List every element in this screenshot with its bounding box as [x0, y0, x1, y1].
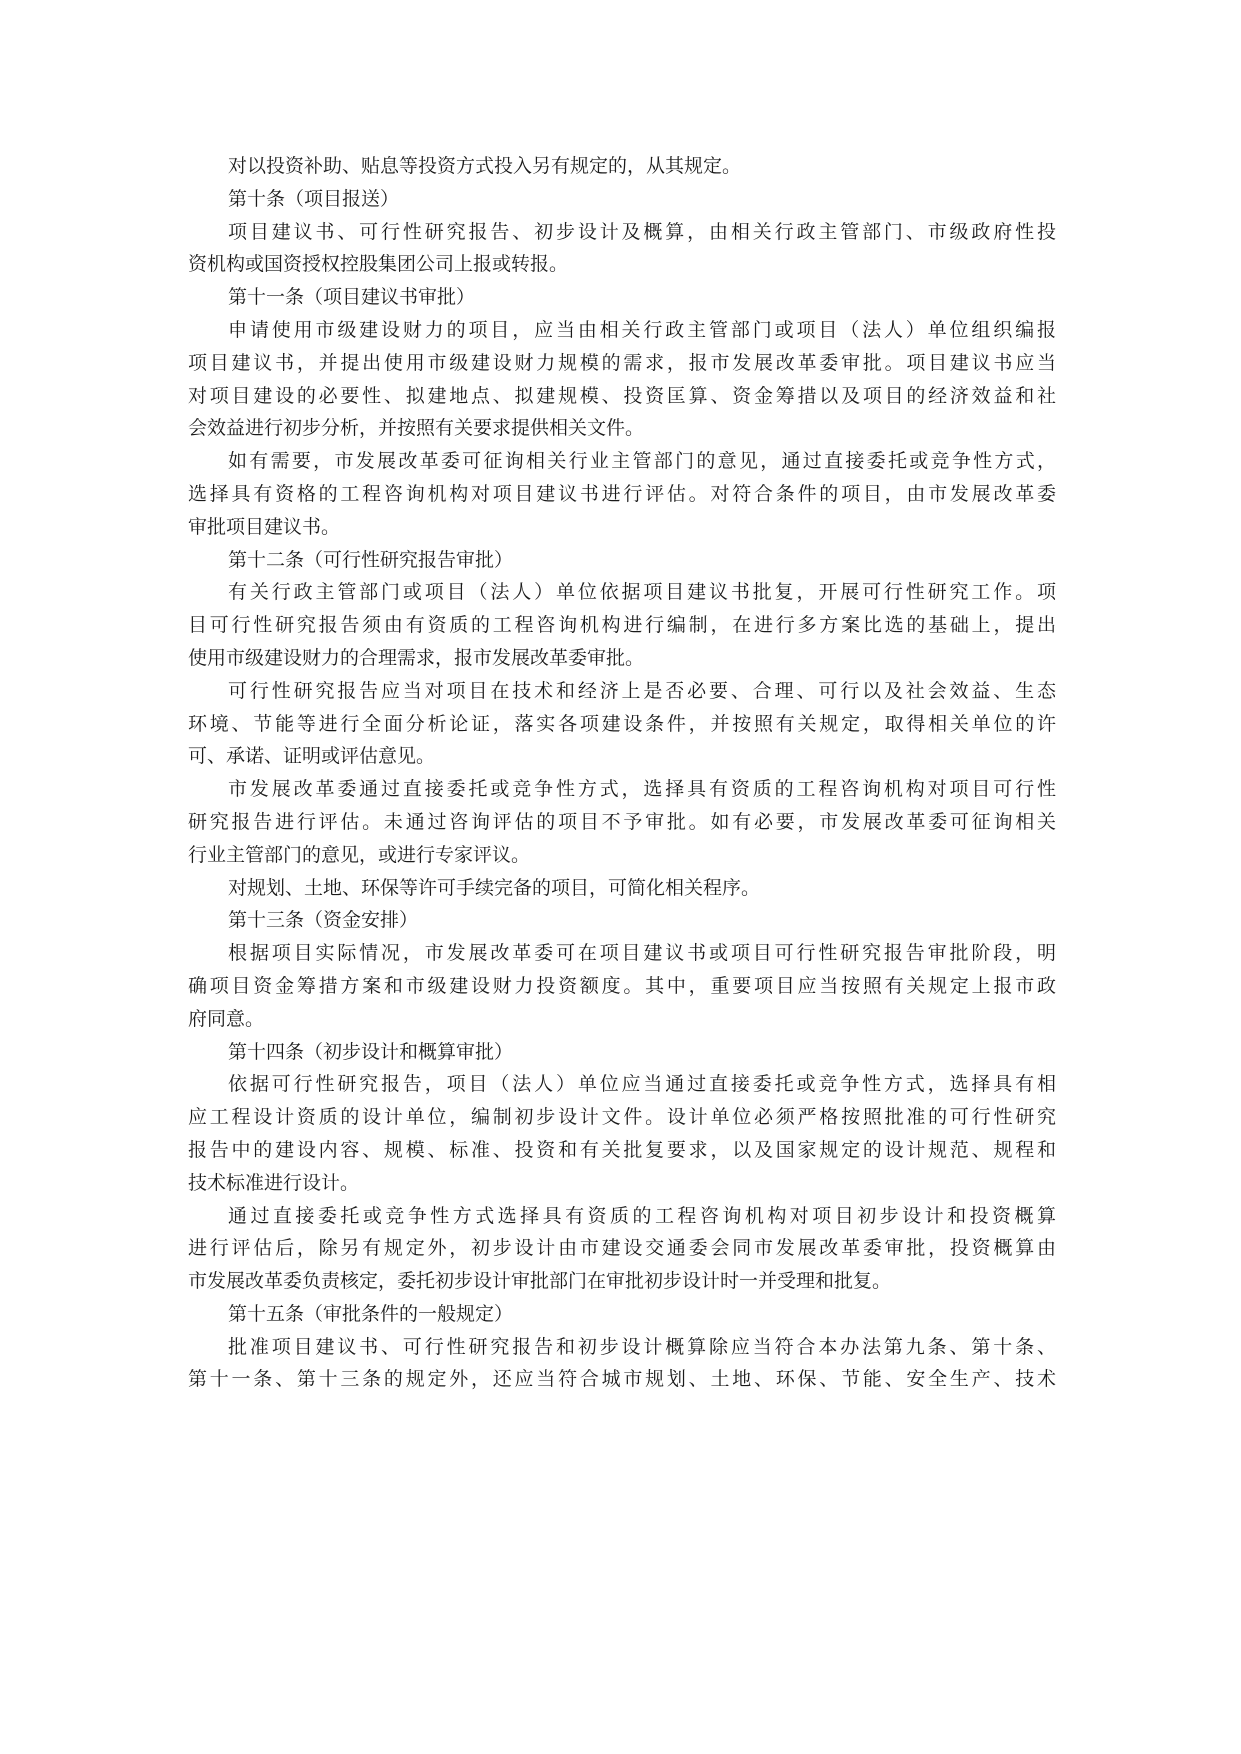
- text-line: 会效益进行初步分析，并按照有关要求提供相关文件。: [188, 417, 645, 440]
- text-line: 对以投资补助、贴息等投资方式投入另有规定的，从其规定。: [228, 155, 742, 177]
- text-line: 可、承诺、证明或评估意见。: [188, 745, 436, 768]
- text-line: 市发展改革委通过直接委托或竞争性方式，选择具有资质的工程咨询机构对项目可行性: [228, 778, 1056, 801]
- text-line: 第十五条（审批条件的一般规定）: [228, 1302, 514, 1325]
- text-line: 确项目资金筹措方案和市级建设财力投资额度。其中，重要项目应当按照有关规定上报市政: [188, 974, 1056, 997]
- text-line: 申请使用市级建设财力的项目，应当由相关行政主管部门或项目（法人）单位组织编报: [228, 318, 1056, 341]
- text-line: 通过直接委托或竞争性方式选择具有资质的工程咨询机构对项目初步设计和投资概算: [228, 1204, 1056, 1227]
- document-page: [188, 150, 1056, 1396]
- text-line: 使用市级建设财力的合理需求，报市发展改革委审批。: [188, 646, 645, 669]
- text-line: 批准项目建议书、可行性研究报告和初步设计概算除应当符合本办法第九条、第十条、: [228, 1335, 1056, 1358]
- text-line: 有关行政主管部门或项目（法人）单位依据项目建议书批复，开展可行性研究工作。项: [228, 581, 1056, 604]
- text-line: 可行性研究报告应当对项目在技术和经济上是否必要、合理、可行以及社会效益、生态: [228, 679, 1056, 702]
- text-line: 应工程设计资质的设计单位，编制初步设计文件。设计单位必须严格按照批准的可行性研究: [188, 1106, 1056, 1129]
- text-line: 研究报告进行评估。未通过咨询评估的项目不予审批。如有必要，市发展改革委可征询相关: [188, 810, 1056, 833]
- text-line: 第十二条（可行性研究报告审批）: [228, 548, 514, 571]
- text-line: 如有需要，市发展改革委可征询相关行业主管部门的意见，通过直接委托或竞争性方式，: [228, 450, 1056, 473]
- text-line: 环境、节能等进行全面分析论证，落实各项建设条件，并按照有关规定，取得相关单位的许: [188, 712, 1056, 735]
- text-line: 市发展改革委负责核定，委托初步设计审批部门在审批初步设计时一并受理和批复。: [188, 1270, 892, 1293]
- text-line: 技术标准进行设计。: [188, 1171, 360, 1194]
- text-line: 第十四条（初步设计和概算审批）: [228, 1040, 514, 1063]
- text-line: 府同意。: [188, 1007, 265, 1030]
- text-line: 第十条（项目报送）: [228, 187, 400, 210]
- text-line: 对规划、土地、环保等许可手续完备的项目，可简化相关程序。: [228, 876, 761, 899]
- text-line: 第十三条（资金安排）: [228, 909, 419, 932]
- text-line: 项目建议书、可行性研究报告、初步设计及概算，由相关行政主管部门、市级政府性投: [228, 220, 1056, 243]
- text-line: 资机构或国资授权控股集团公司上报或转报。: [188, 253, 569, 276]
- text-line: 项目建议书，并提出使用市级建设财力规模的需求，报市发展改革委审批。项目建议书应当: [188, 351, 1056, 374]
- text-line: 审批项目建议书。: [188, 515, 341, 538]
- text-line: 第十一条、第十三条的规定外，还应当符合城市规划、土地、环保、节能、安全生产、技术: [188, 1368, 1056, 1391]
- text-line: 行业主管部门的意见，或进行专家评议。: [188, 843, 531, 866]
- text-line: 第十一条（项目建议书审批）: [228, 286, 476, 309]
- text-line: 根据项目实际情况，市发展改革委可在项目建议书或项目可行性研究报告审批阶段，明: [228, 942, 1056, 965]
- text-line: 目可行性研究报告须由有资质的工程咨询机构进行编制，在进行多方案比选的基础上，提出: [188, 614, 1056, 637]
- text-line: 进行评估后，除另有规定外，初步设计由市建设交通委会同市发展改革委审批，投资概算由: [188, 1237, 1056, 1260]
- text-line: 依据可行性研究报告，项目（法人）单位应当通过直接委托或竞争性方式，选择具有相: [228, 1073, 1056, 1096]
- text-line: 对项目建设的必要性、拟建地点、拟建规模、投资匡算、资金筹措以及项目的经济效益和社: [188, 384, 1056, 407]
- text-line: 报告中的建设内容、规模、标准、投资和有关批复要求，以及国家规定的设计规范、规程和: [188, 1138, 1056, 1161]
- text-line: 选择具有资格的工程咨询机构对项目建议书进行评估。对符合条件的项目，由市发展改革委: [188, 482, 1056, 505]
